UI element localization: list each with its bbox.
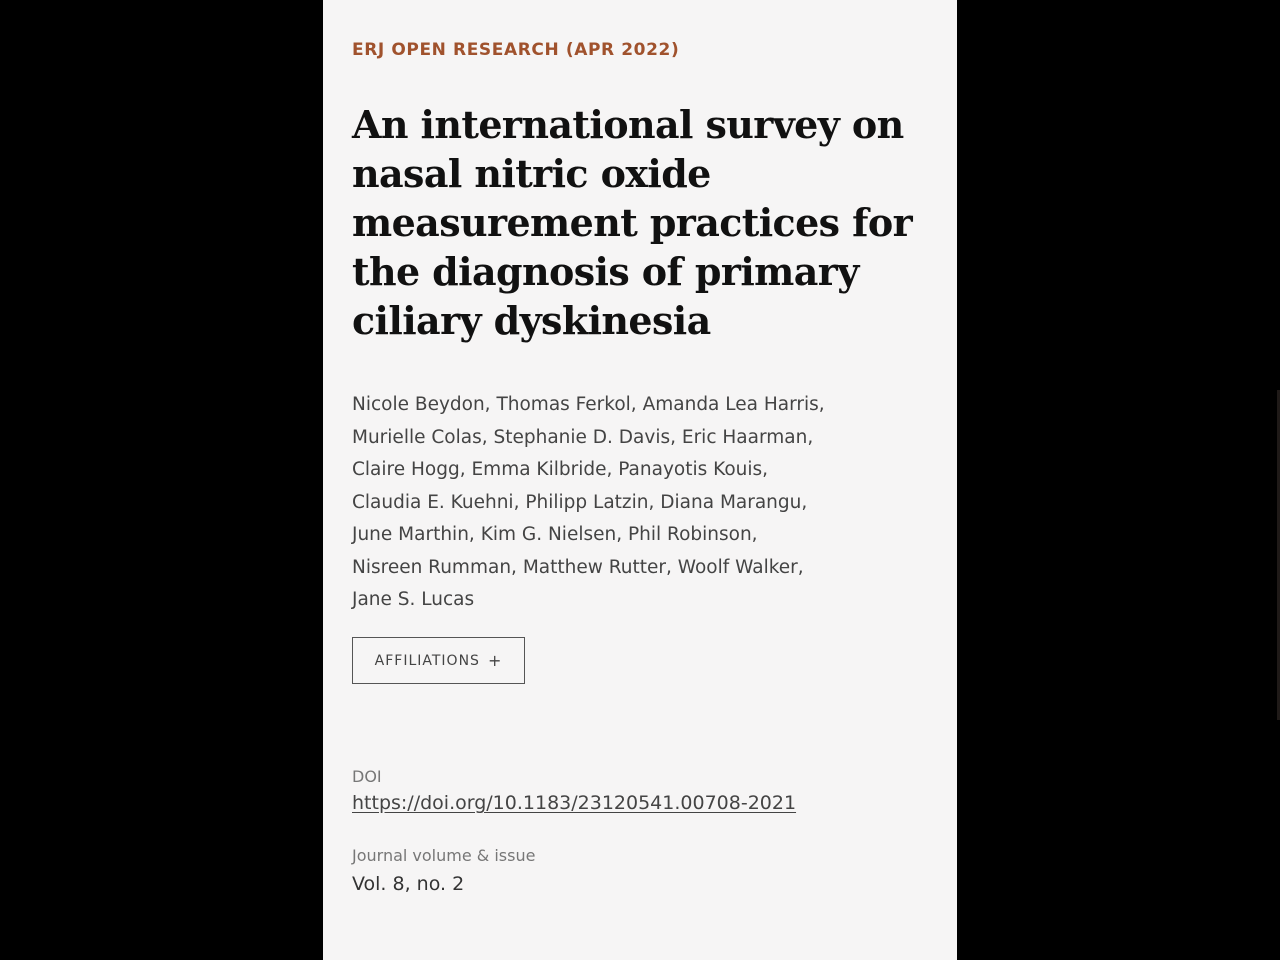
volume-issue-label: Journal volume & issue: [352, 846, 536, 865]
author: Kim G. Nielsen,: [480, 524, 623, 545]
journal-name: ERJ OPEN RESEARCH (APR 2022): [352, 40, 680, 60]
volume-issue-value: Vol. 8, no. 2: [352, 873, 465, 895]
doi-label: DOI: [352, 767, 382, 786]
author: Matthew Rutter,: [522, 556, 672, 578]
author: June Marthin,: [352, 524, 475, 545]
affiliations-button[interactable]: [352, 637, 525, 684]
author: Emma Kilbride,: [471, 459, 613, 480]
author: Philipp Latzin,: [525, 491, 655, 513]
author: Panayotis Kouis,: [618, 459, 769, 480]
author: Phil Robinson,: [628, 524, 758, 545]
author: Diana Marangu,: [660, 491, 808, 513]
author: Eric Haarman,: [681, 426, 814, 448]
author: Jane S. Lucas: [352, 589, 475, 610]
author: Claudia E. Kuehni,: [352, 491, 520, 513]
author: Nisreen Rumman,: [352, 556, 517, 578]
author: Woolf Walker,: [677, 556, 804, 578]
author: Thomas Ferkol,: [496, 394, 637, 415]
author: Stephanie D. Davis,: [493, 426, 676, 448]
author: Claire Hogg,: [352, 459, 466, 480]
author-list: [352, 389, 892, 617]
affiliations-button-label: AFFILIATIONS: [374, 652, 480, 669]
author: Nicole Beydon,: [352, 394, 491, 415]
article-title: An international survey on nasal nitric oxide measurement practices for the diagnosis of primary ciliary dyskinesia: [352, 102, 913, 343]
plus-icon: +: [487, 650, 503, 670]
author: Amanda Lea Harris,: [642, 394, 825, 415]
article-card: [323, 0, 957, 960]
doi-link[interactable]: https://doi.org/10.1183/23120541.00708-2021: [352, 792, 797, 814]
author: Murielle Colas,: [352, 426, 488, 448]
